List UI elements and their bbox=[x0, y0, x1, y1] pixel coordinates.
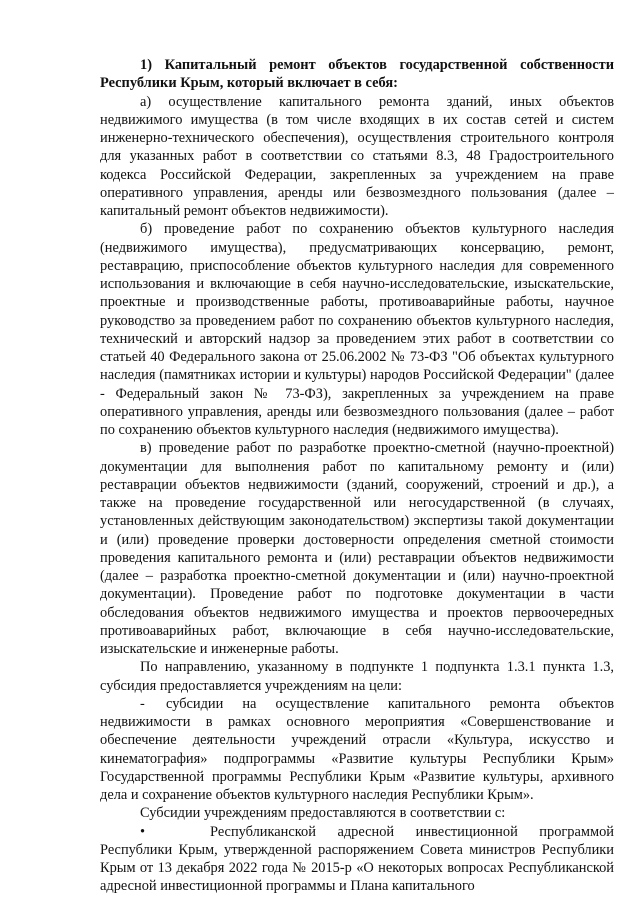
paragraph-v: в) проведение работ по разработке проектно-сметной (научно-проектной) документации для выполнения работ по капитальному ремонту и (или) реставрации объектов недвижимости (зданий, сооружений, строений и др.), а также на проведение государственной или негосударственной (в случаях, установленных действующим законодательством) экспертизы такой документации и (или) проведение проверки достоверности определения сметной стоимости проведения капитального ремонта и (или) реставрации объектов недвижимости (далее – разработка проектно-сметной документации и (или) научно-проектной документации). Проведение работ по подготовке документации в части обследования объектов недвижимого имущества и проектов первоочередных противоаварийных работ, включающие в себя научно-исследовательские, изыскательские и инженерные работы. bbox=[100, 440, 614, 657]
document-page bbox=[100, 56, 614, 896]
bullet-list-item bbox=[100, 823, 614, 896]
paragraph-subsidies: Субсидии учреждениям предоставляются в соответствии с: bbox=[140, 805, 506, 822]
bullet-marker: • bbox=[140, 823, 146, 840]
paragraph-b: б) проведение работ по сохранению объектов культурного наследия (недвижимого имущества), предусматривающих консервацию, ремонт, реставрацию, приспособление объектов культурного наследия для современного использования и включающие в себя научно-исследовательские, изыскательские, проектные и производственные работы, противоаварийные работы, научное руководство за проведением работ по сохранению объектов культурного наследия, технический и авторский надзор за проведением этих работ в соответствии со статьей 40 Федерального закона от 25.06.2002 № 73-ФЗ "Об объектах культурного наследия (памятниках истории и культуры) народов Российской Федерации" (далее - Федеральный закон № 73-ФЗ), закрепленных за учреждением на праве оперативного управления, аренды или безвозмездного пользования (далее – работ по сохранению объектов культурного наследия (недвижимого имущества). bbox=[100, 221, 614, 438]
section-heading: 1) Капитальный ремонт объектов государственной собственности Республики Крым, который включает в себя: bbox=[100, 57, 614, 92]
paragraph-direction: По направлению, указанному в подпункте 1 подпункта 1.3.1 пункта 1.3, субсидия предоставляется учреждениям на цели: bbox=[100, 659, 614, 694]
bullet-list-text: Республиканской адресной инвестиционной программой Республики Крым, утвержденной распоряжением Совета министров Республики Крым от 13 декабря 2022 года № 2015-р «О некоторых вопросах Республиканской адресной инвестиционной программы и Плана капитального bbox=[100, 823, 614, 895]
dash-marker: - bbox=[140, 695, 145, 712]
dash-list-text: субсидии на осуществление капитального ремонта объектов недвижимости в рамках основного мероприятия «Совершенствование и обеспечение деятельности учреждений отрасли «Культура, искусство и кинематография» подпрограммы «Развитие культуры Республики Крым» Государственной программы Республики Крым «Развитие культуры, архивного дела и сохранение объектов культурного наследия Республики Крым». bbox=[100, 695, 614, 803]
paragraph-a: а) осуществление капитального ремонта зданий, иных объектов недвижимого имущества (в том числе входящих в их состав сетей и систем инженерно-технического обеспечения), осуществления строительного контроля для указанных работ в соответствии со статьями 8.3, 48 Градостроительного кодекса Российской Федерации, закрепленных за учреждением на праве оперативного управления, аренды или безвозмездного пользования (далее – капитальный ремонт объектов недвижимости). bbox=[100, 93, 614, 219]
dash-list-item bbox=[100, 695, 614, 805]
